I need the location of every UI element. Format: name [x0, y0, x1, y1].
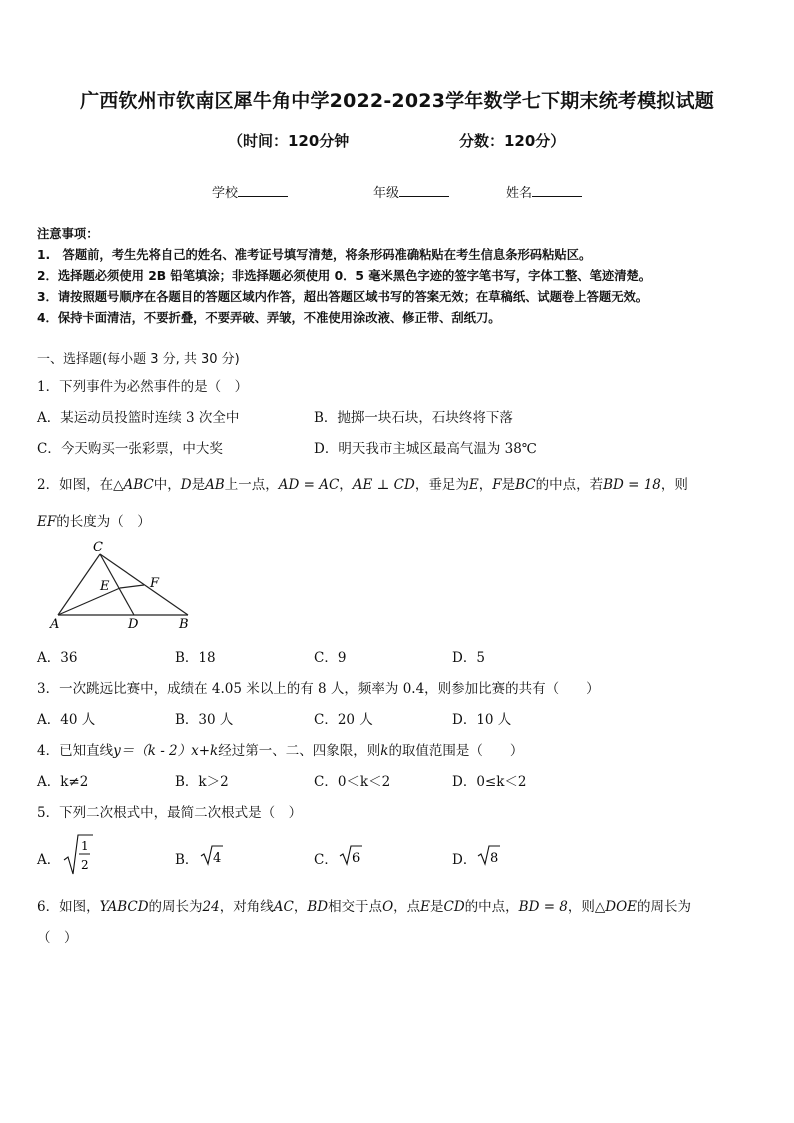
grade-field	[373, 182, 449, 201]
q3-option-a: A．40 人	[37, 712, 96, 728]
q5-option-b-radical	[200, 843, 224, 867]
notice-item-4: 4．保持卡面清洁，不要折叠，不要弄破、弄皱，不准使用涂改液、修正带、刮纸刀。	[37, 311, 501, 325]
school-label: 学校	[212, 186, 239, 201]
q5-b-value: 4	[213, 851, 222, 866]
q1-option-d: D．明天我市主城区最高气温为 38℃	[314, 441, 537, 457]
notice-item-1: 1. 答题前，考生先将自己的姓名、准考证号填写清楚，将条形码准确粘贴在考生信息条形码粘贴区。	[37, 248, 592, 262]
q1-option-c: C．今天购买一张彩票，中大奖	[37, 441, 223, 457]
q5-d-value: 8	[490, 851, 499, 866]
q4-option-d: D．0≤k＜2	[452, 774, 527, 790]
q2-option-a: A．36	[37, 650, 78, 666]
segment-ef	[120, 585, 144, 588]
label-b: B	[179, 617, 189, 632]
label-e: E	[100, 579, 110, 594]
q4-stem: 4．已知直线y＝（k - 2）x+k经过第一、二、四象限，则k的取值范围是（ ）	[37, 743, 524, 759]
q5-option-a-radical	[62, 832, 94, 878]
school-field	[212, 182, 288, 201]
notice-item-3: 3．请按照题号顺序在各题目的答题区域内作答，超出答题区域书写的答案无效；在草稿纸、试题卷上答题无效。	[37, 290, 649, 304]
q5-c-value: 6	[352, 851, 361, 866]
q5-a-denominator: 2	[81, 858, 89, 872]
q3-option-d: D．10 人	[452, 712, 512, 728]
notice-heading: 注意事项：	[37, 227, 99, 241]
q3-option-b: B．30 人	[175, 712, 234, 728]
label-c: C	[93, 540, 103, 555]
q5-stem: 5．下列二次根式中，最简二次根式是（ ）	[37, 805, 303, 821]
q2-option-b: B．18	[175, 650, 216, 666]
label-d: D	[128, 617, 139, 632]
section-heading: 一、选择题(每小题 3 分, 共 30 分)	[37, 352, 240, 367]
q5-option-c-label: C．	[314, 852, 338, 868]
q5-a-numerator: 1	[81, 839, 89, 853]
q1-option-a: A．某运动员投篮时连续 3 次全中	[37, 410, 240, 426]
q6-stem-line2: （ ）	[37, 930, 78, 946]
q2-option-c: C．9	[314, 650, 347, 666]
label-a: A	[50, 617, 60, 632]
q6-stem-line1: 6．如图，YABCD的周长为24，对角线AC，BD相交于点O，点E是CD的中点，BD = 8，则△DOE的周长为	[37, 899, 692, 915]
q3-stem: 3．一次跳远比赛中，成绩在 4.05 米以上的有 8 人，频率为 0.4，则参加比赛的共有（ ）	[37, 681, 600, 697]
name-blank[interactable]	[532, 184, 582, 197]
name-label: 姓名	[506, 186, 533, 201]
q5-option-c-radical	[339, 843, 363, 867]
exam-score: 分数：120分）	[459, 132, 566, 150]
q4-option-c: C．0＜k＜2	[314, 774, 391, 790]
name-field	[506, 182, 582, 201]
q5-option-a-label: A．	[37, 852, 61, 868]
school-blank[interactable]	[238, 184, 288, 197]
q2-stem-line1: 2．如图，在△ABC中，D是AB上一点，AD = AC，AE ⊥ CD，垂足为E，F是BC的中点，若BD = 18，则	[37, 477, 688, 493]
q5-option-d-label: D．	[452, 852, 477, 868]
q2-triangle-figure	[40, 538, 200, 633]
exam-time: （时间：120分钟	[228, 132, 350, 150]
label-f: F	[150, 576, 160, 591]
q2-option-d: D．5	[452, 650, 485, 666]
q1-option-b: B．抛掷一块石块，石块终将下落	[314, 410, 513, 426]
segment-bc	[100, 554, 188, 615]
q2-stem-line2: EF的长度为（ ）	[37, 514, 151, 530]
exam-title: 广西钦州市钦南区犀牛角中学2022-2023学年数学七下期末统考模拟试题	[80, 90, 714, 112]
grade-blank[interactable]	[399, 184, 449, 197]
q4-option-a: A．k≠2	[37, 774, 89, 790]
q3-option-c: C．20 人	[314, 712, 373, 728]
q1-stem: 1．下列事件为必然事件的是（ ）	[37, 379, 249, 395]
q5-option-d-radical	[477, 843, 501, 867]
q4-option-b: B．k＞2	[175, 774, 229, 790]
grade-label: 年级	[373, 186, 400, 201]
q5-option-b-label: B．	[175, 852, 199, 868]
notice-item-2: 2．选择题必须使用 2B 铅笔填涂；非选择题必须使用 0．5 毫米黑色字迹的签字笔书写，字体工整、笔迹清楚。	[37, 269, 652, 283]
